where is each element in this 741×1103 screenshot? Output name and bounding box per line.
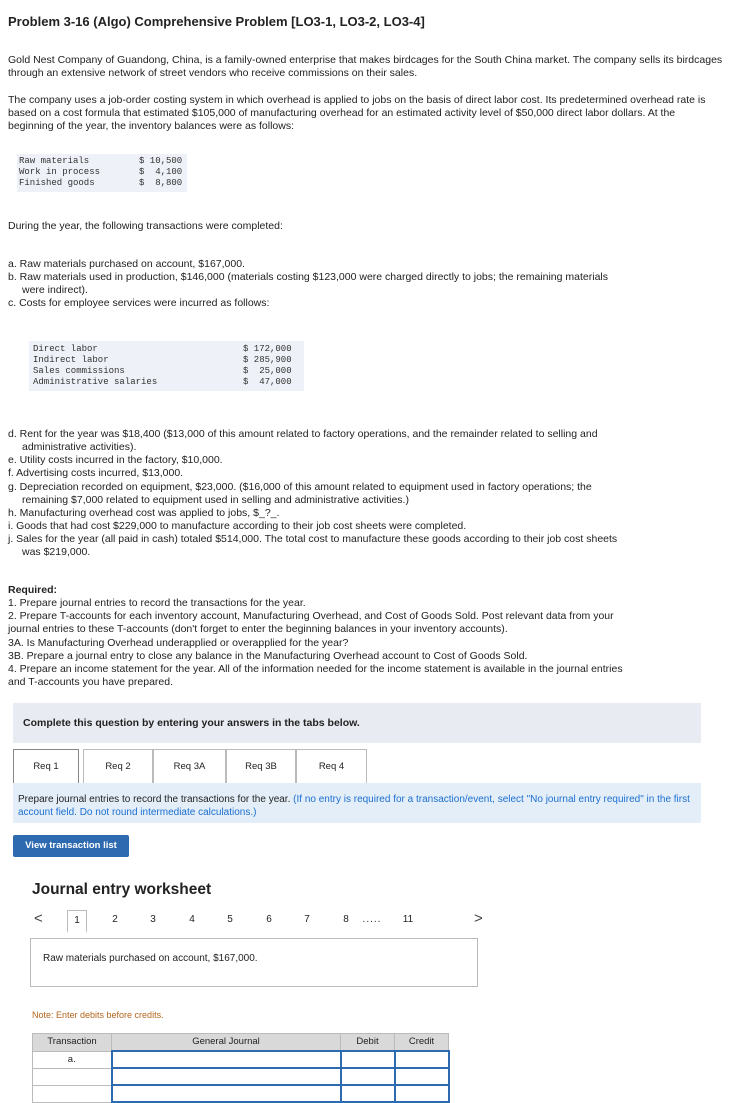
next-arrow-icon[interactable]: >: [474, 910, 483, 927]
col-general-journal: General Journal: [112, 1034, 341, 1052]
page-4[interactable]: 4: [189, 914, 195, 925]
table-row: [33, 1051, 449, 1068]
prev-arrow-icon[interactable]: <: [34, 910, 43, 927]
worksheet-title: Journal entry worksheet: [32, 881, 212, 898]
inventory-name: Finished goods: [19, 178, 95, 188]
cost-name: Direct labor: [33, 344, 98, 354]
intro-paragraph-1: Gold Nest Company of Guandong, China, is a family-owned enterprise that makes birdcages for the South China market. The company sells its birdcages through an extensive network of street vendors who receive commissions on their sales.: [8, 54, 723, 80]
page-8[interactable]: 8: [343, 914, 349, 925]
inventory-value: $ 10,500: [139, 156, 183, 166]
required-item: and T-accounts you have prepared.: [8, 675, 174, 688]
view-transaction-list-button[interactable]: View transaction list: [13, 835, 129, 857]
debit-input[interactable]: [341, 1051, 395, 1068]
transaction-item: b. Raw materials used in production, $146,000 (materials costing $123,000 were charged directly to jobs; the remaining materials: [8, 271, 608, 284]
tab-req-4[interactable]: Req 4: [296, 749, 367, 783]
tab-req-1[interactable]: Req 1: [13, 749, 79, 783]
required-item: journal entries to these T-accounts (don't forget to enter the beginning balances in your inventory accounts).: [8, 623, 508, 636]
cost-value: $ 172,000: [243, 344, 292, 354]
tab-req-2[interactable]: Req 2: [83, 749, 153, 783]
page-3[interactable]: 3: [150, 914, 156, 925]
intro-paragraph-2: The company uses a job-order costing system in which overhead is applied to jobs on the basis of direct labor cost. Its predetermined overhead rate is based on a cost formula that estimated $105,000 of manufacturing overhead for an estimated activity level of $50,000 direct labor dollars. At the beginning of the year, the inventory balances were as follows:: [8, 94, 706, 133]
transaction-item: were indirect).: [22, 284, 88, 297]
debit-input[interactable]: [341, 1068, 395, 1085]
tab-instruction: [18, 794, 698, 819]
transaction-item: i. Goods that had cost $229,000 to manufacture according to their job cost sheets were completed.: [8, 519, 467, 532]
page-7[interactable]: 7: [304, 914, 310, 925]
transaction-item: was $219,000.: [22, 546, 91, 559]
tab-instruction-note: (If no entry is required for a transaction/event, select "No journal entry required" in the first account field. Do not round intermediate calculations.): [18, 794, 690, 818]
col-credit: Credit: [395, 1034, 449, 1052]
complete-question-banner: [13, 703, 701, 743]
tab-req-3a[interactable]: Req 3A: [153, 749, 226, 783]
journal-table: [32, 1033, 450, 1103]
required-item: 3B. Prepare a journal entry to close any balance in the Manufacturing Overhead account to Cost of Goods Sold.: [8, 649, 528, 662]
tab-instruction-text: Prepare journal entries to record the transactions for the year.: [18, 794, 291, 805]
transaction-item: j. Sales for the year (all paid in cash) totaled $514,000. The total cost to manufacture these goods according to their job cost sheets: [8, 533, 618, 545]
required-item: 4. Prepare an income statement for the year. All of the information needed for the income statement is available in the journal entries: [8, 662, 623, 675]
transaction-item: administrative activities).: [22, 441, 137, 454]
col-debit: Debit: [341, 1034, 395, 1052]
cost-name: Indirect labor: [33, 355, 109, 365]
credit-input[interactable]: [395, 1051, 449, 1068]
required-label: Required:: [8, 584, 58, 596]
debits-note: Note: Enter debits before credits.: [32, 1010, 164, 1020]
transactions-list-d-j: [8, 428, 723, 559]
transaction-item: a. Raw materials purchased on account, $167,000.: [8, 258, 245, 270]
required-item: 3A. Is Manufacturing Overhead underapplied or overapplied for the year?: [8, 636, 349, 649]
entry-description: Raw materials purchased on account, $167,000.: [43, 953, 258, 964]
inventory-balances-table: [17, 154, 187, 192]
cost-name: Sales commissions: [33, 366, 125, 376]
account-input[interactable]: [112, 1068, 341, 1085]
transaction-item: f. Advertising costs incurred, $13,000.: [8, 467, 184, 480]
page-1[interactable]: 1: [67, 910, 87, 933]
col-transaction: Transaction: [33, 1034, 112, 1052]
transaction-item: e. Utility costs incurred in the factory, $10,000.: [8, 454, 223, 467]
cost-value: $ 285,900: [243, 355, 292, 365]
transaction-cell: [33, 1085, 112, 1102]
transaction-item: g. Depreciation recorded on equipment, $23,000. ($16,000 of this amount related to equipment used in factory operations; the: [8, 480, 592, 493]
transaction-cell: [33, 1068, 112, 1085]
problem-title: Problem 3-16 (Algo) Comprehensive Problem [LO3-1, LO3-2, LO3-4]: [8, 14, 425, 29]
tab-req-3b[interactable]: Req 3B: [226, 749, 296, 783]
page-ellipsis: .....: [362, 914, 382, 925]
credit-input[interactable]: [395, 1068, 449, 1085]
complete-question-text: Complete this question by entering your answers in the tabs below.: [23, 717, 360, 729]
entry-description-box: [30, 938, 478, 987]
required-item: 1. Prepare journal entries to record the transactions for the year.: [8, 597, 306, 610]
transaction-item: d. Rent for the year was $18,400 ($13,000 of this amount related to factory operations, and the remainder related to selling and: [8, 428, 598, 440]
transaction-item: h. Manufacturing overhead cost was applied to jobs, $_?_.: [8, 506, 280, 519]
inventory-name: Raw materials: [19, 156, 90, 166]
transaction-cell: a.: [33, 1051, 112, 1068]
inventory-name: Work in process: [19, 167, 101, 177]
account-input[interactable]: [112, 1051, 341, 1068]
page-11[interactable]: 11: [402, 914, 414, 925]
page-5[interactable]: 5: [227, 914, 233, 925]
inventory-value: $ 4,100: [139, 167, 183, 177]
required-item: 2. Prepare T-accounts for each inventory account, Manufacturing Overhead, and Cost of Goods Sold. Post relevant data from your: [8, 610, 614, 623]
account-input[interactable]: [112, 1085, 341, 1102]
journal-entry-worksheet: [13, 866, 701, 1097]
required-section: [8, 584, 723, 689]
page-2[interactable]: 2: [112, 914, 118, 925]
cost-value: $ 47,000: [243, 377, 292, 387]
credit-input[interactable]: [395, 1085, 449, 1102]
cost-name: Administrative salaries: [33, 377, 158, 387]
table-row: [33, 1068, 449, 1085]
page-6[interactable]: 6: [266, 914, 272, 925]
inventory-value: $ 8,800: [139, 178, 183, 188]
employee-costs-table: [29, 341, 304, 391]
during-text: During the year, the following transactions were completed:: [8, 220, 283, 232]
transaction-item: c. Costs for employee services were incurred as follows:: [8, 297, 270, 310]
transactions-list-a-c: [8, 258, 723, 311]
tab-instruction-panel: [13, 783, 701, 823]
cost-value: $ 25,000: [243, 366, 292, 376]
transaction-item: remaining $7,000 related to equipment used in selling and administrative activities.): [22, 493, 409, 506]
table-row: [33, 1085, 449, 1102]
debit-input[interactable]: [341, 1085, 395, 1102]
